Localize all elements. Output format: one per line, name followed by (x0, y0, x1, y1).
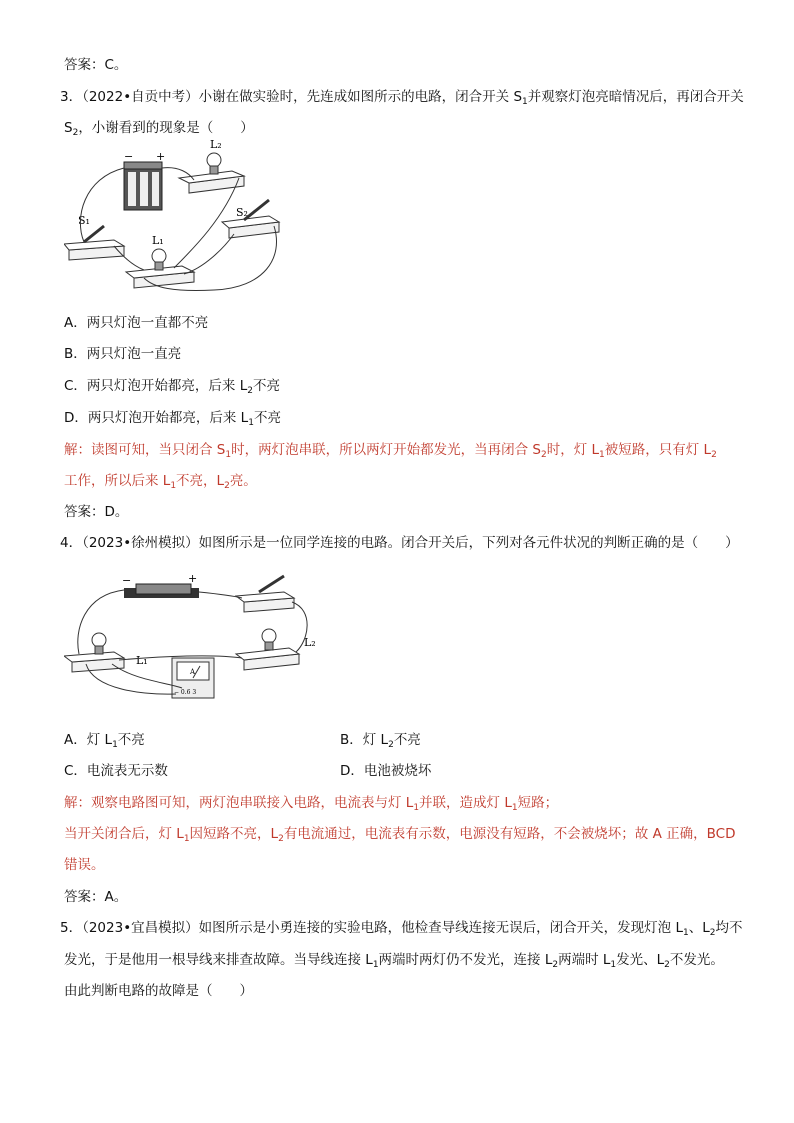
q3-circuit-figure (64, 138, 314, 298)
q4-number: 4． (60, 535, 83, 551)
q4-option-d: D．电池被烧坏 (340, 763, 432, 779)
svg-text:−: − (124, 150, 134, 163)
ammeter-icon (172, 658, 214, 698)
svg-text:S₂: S₂ (236, 206, 248, 219)
q4-circuit-figure (64, 570, 334, 720)
svg-text:+: + (188, 572, 198, 585)
q4-option-b: B．灯 $L_2$不亮 (340, 732, 421, 750)
svg-text:L₁: L₁ (152, 234, 164, 247)
battery-icon (124, 150, 165, 210)
svg-text:−: − (122, 574, 132, 587)
q3-solution-line1: 解：读图可知，当只闭合 $S_1$时，两灯泡串联，所以两灯开始都发光，当再闭合 $S_2$时，灯 $L_1$被短路，只有灯 $L_2$ (64, 442, 717, 460)
lamp-l2-icon (179, 138, 244, 193)
battery-icon (122, 572, 199, 598)
q4-solution-line3: 错误。 (64, 857, 105, 873)
q3-option-c: C．两只灯泡开始都亮，后来 $L_2$不亮 (64, 378, 280, 396)
q3-number: 3． (60, 89, 83, 105)
q4-answer: 答案：A。 (64, 889, 128, 905)
q4-option-c: C．电流表无示数 (64, 763, 168, 779)
switch-s2-icon (222, 200, 279, 238)
lamp-l2-icon (236, 629, 316, 670)
q5-stem-line1: 5．（2023•宜昌模拟）如图所示是小勇连接的实验电路，他检查导线连接无误后，闭合开关，发现灯泡 $L_1$、$L_2$均不 (60, 920, 743, 938)
q4-source: （2023•徐州模拟） (82, 535, 199, 551)
q4-solution-line1: 解：观察电路图可知，两灯泡串联接入电路，电流表与灯 $L_1$并联，造成灯 $L_1$短路； (64, 795, 559, 813)
lamp-l1-icon (126, 234, 194, 288)
q5-source: （2023•宜昌模拟） (82, 920, 199, 936)
q5-stem-line2: 发光，于是他用一根导线来排查故障。当导线连接 $L_1$两端时两灯仍不发光，连接 $L_2$两端时 $L_1$发光、$L_2$不发光。 (64, 952, 724, 970)
svg-text:+: + (156, 150, 166, 163)
q3-option-b: B．两只灯泡一直亮 (64, 346, 182, 362)
lamp-l1-icon (64, 633, 148, 672)
svg-text:S₁: S₁ (78, 214, 90, 227)
q4-option-a: A．灯 $L_1$不亮 (64, 732, 145, 750)
q3-source: （2022•自贡中考） (82, 89, 199, 105)
svg-text:− 0.6 3: − 0.6 3 (174, 689, 197, 696)
q3-stem-line2: $S_2$，小谢看到的现象是（ ） (64, 120, 254, 138)
q3-answer: 答案：D。 (64, 504, 129, 520)
q4-solution-line2: 当开关闭合后，灯 $L_1$因短路不亮，$L_2$有电流通过，电流表有示数，电源没有短路，不会被烧坏；故 A 正确，BCD (64, 826, 736, 844)
q3-option-a: A．两只灯泡一直都不亮 (64, 315, 209, 331)
q3-option-d: D．两只灯泡开始都亮，后来 $L_1$不亮 (64, 410, 281, 428)
svg-text:A: A (190, 668, 196, 676)
q3-solution-line2: 工作，所以后来 $L_1$不亮，$L_2$亮。 (64, 473, 257, 491)
q5-stem-line3: 由此判断电路的故障是（ ） (64, 983, 253, 999)
q3-stem-line1: 3．（2022•自贡中考）小谢在做实验时，先连成如图所示的电路，闭合开关 $S_1$并观察灯泡亮暗情况后，再闭合开关 (60, 89, 744, 107)
switch-icon (236, 576, 294, 612)
svg-text:L₂: L₂ (210, 138, 222, 151)
q5-number: 5． (60, 920, 83, 936)
svg-text:L₁: L₁ (136, 654, 148, 667)
svg-text:L₂: L₂ (304, 636, 316, 649)
answer-prev: 答案：C。 (64, 57, 128, 73)
switch-s1-icon (64, 214, 124, 260)
q4-stem: 4．（2023•徐州模拟）如图所示是一位同学连接的电路。闭合开关后，下列对各元件状况的判断正确的是（ ） (60, 535, 739, 551)
